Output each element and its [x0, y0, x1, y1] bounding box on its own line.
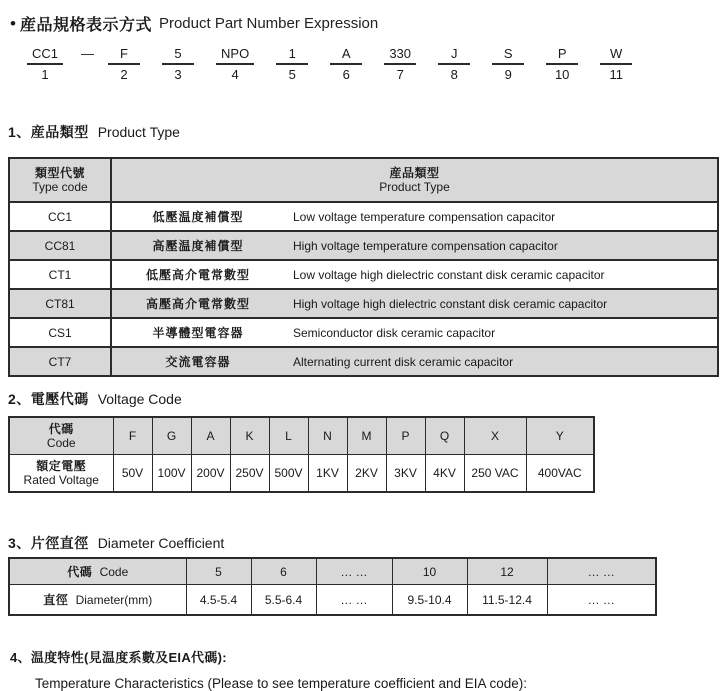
pn-segment-8 — [438, 46, 470, 83]
pn-segment-7 — [384, 46, 416, 83]
description-cell — [111, 289, 718, 318]
pn-code: 1 — [276, 46, 308, 65]
pn-code: 5 — [162, 46, 194, 65]
pn-position: 6 — [342, 67, 350, 82]
pn-position: 8 — [450, 67, 458, 82]
diameter-value-cell: 5.5-6.4 — [251, 585, 316, 616]
voltage-code-cell: Y — [526, 417, 594, 455]
label-zh: 直徑 — [43, 593, 69, 607]
section-4-heading-zh: 4、温度特性(見温度系數及EIA代碼): — [10, 650, 227, 665]
code-label-cell — [9, 417, 113, 455]
voltage-value-cell: 3KV — [386, 455, 425, 493]
diameter-value-cell: … … — [316, 585, 392, 616]
pn-dash: — — [81, 46, 95, 61]
voltage-value-cell: 4KV — [425, 455, 464, 493]
section-2-heading — [8, 389, 727, 409]
label-en: Diameter(mm) — [75, 593, 153, 607]
description-cell — [111, 347, 718, 376]
pn-code: CC1 — [27, 46, 63, 65]
description-zh: 低壓高介電常數型 — [145, 268, 250, 282]
voltage-value-cell: 1KV — [308, 455, 347, 493]
pn-code: J — [438, 46, 470, 65]
pn-position: 1 — [41, 67, 49, 82]
voltage-code-cell: F — [113, 417, 152, 455]
voltage-header-row — [9, 417, 594, 455]
description-cell — [111, 231, 718, 260]
page-title — [10, 12, 727, 35]
voltage-code-cell: X — [464, 417, 526, 455]
diameter-value-cell: … … — [547, 585, 656, 616]
pn-segment-6 — [330, 46, 362, 83]
section-4 — [10, 647, 727, 691]
type-code-cell: CC1 — [9, 202, 111, 231]
type-code-cell: CT81 — [9, 289, 111, 318]
pn-position: 5 — [288, 67, 296, 82]
diameter-code-cell: 12 — [467, 558, 547, 585]
voltage-value-cell: 250V — [230, 455, 269, 493]
diameter-code-cell: 5 — [186, 558, 251, 585]
voltage-value-cell: 250 VAC — [464, 455, 526, 493]
page-title-en: Product Part Number Expression — [158, 15, 379, 32]
voltage-value-cell: 400VAC — [526, 455, 594, 493]
section-4-text-en: Temperature Characteristics (Please to see temperature coefficient and EIA code): — [35, 676, 527, 691]
table-header-row — [9, 158, 718, 202]
section-2-heading-en: Voltage Code — [97, 391, 182, 407]
section-1-heading-en: Product Type — [97, 124, 180, 140]
pn-code: F — [108, 46, 140, 65]
pn-position: 10 — [554, 67, 570, 82]
voltage-code-table — [8, 416, 595, 493]
header-en: Product Type — [379, 180, 450, 194]
diameter-value-cell: 9.5-10.4 — [392, 585, 467, 616]
diameter-value-row — [9, 585, 656, 616]
pn-code: A — [330, 46, 362, 65]
pn-segment-4 — [216, 46, 254, 83]
description-zh: 半導體型電容器 — [152, 326, 244, 340]
pn-segment-5 — [276, 46, 308, 83]
type-code-cell: CT1 — [9, 260, 111, 289]
description-zh: 高壓温度補償型 — [152, 239, 244, 253]
pn-position: 11 — [609, 67, 623, 82]
diameter-code-cell: 6 — [251, 558, 316, 585]
table-row — [9, 289, 718, 318]
voltage-code-cell: M — [347, 417, 386, 455]
description-zh: 交流電容器 — [165, 355, 231, 369]
description-cell — [111, 318, 718, 347]
voltage-code-cell: K — [230, 417, 269, 455]
pn-position: 3 — [174, 67, 182, 82]
pn-code: NPO — [216, 46, 254, 65]
pn-segment-1 — [27, 46, 63, 83]
bullet-icon: • — [10, 14, 16, 33]
pn-code: W — [600, 46, 632, 65]
diameter-code-cell: … … — [316, 558, 392, 585]
header-zh: 産品類型 — [389, 166, 440, 180]
description-en: High voltage temperature compensation capacitor — [293, 238, 558, 253]
voltage-value-cell: 200V — [191, 455, 230, 493]
voltage-code-cell: N — [308, 417, 347, 455]
diameter-code-cell: 10 — [392, 558, 467, 585]
type-code-header-cell — [9, 158, 111, 202]
voltage-value-cell: 2KV — [347, 455, 386, 493]
description-cell — [111, 260, 718, 289]
pn-code: P — [546, 46, 578, 65]
label-en: Code — [46, 436, 76, 450]
label-zh: 代碼 — [48, 422, 74, 436]
pn-segment-11 — [600, 46, 632, 83]
diameter-code-cell: … … — [547, 558, 656, 585]
pn-position: 9 — [504, 67, 512, 82]
voltage-code-cell: L — [269, 417, 308, 455]
pn-segment-3 — [162, 46, 194, 83]
diameter-table — [8, 557, 657, 616]
description-en: Low voltage high dielectric constant disk ceramic capacitor — [293, 267, 605, 282]
voltage-value-row — [9, 455, 594, 493]
table-row — [9, 347, 718, 376]
section-3-heading-en: Diameter Coefficient — [97, 535, 225, 551]
table-row — [9, 231, 718, 260]
diameter-value-cell: 4.5-5.4 — [186, 585, 251, 616]
pn-segment-10 — [546, 46, 578, 83]
table-row — [9, 318, 718, 347]
voltage-code-cell: G — [152, 417, 191, 455]
diameter-header-row — [9, 558, 656, 585]
section-2-heading-zh: 2、電壓代碼 — [8, 391, 89, 407]
voltage-code-cell: A — [191, 417, 230, 455]
pn-position: 2 — [120, 67, 128, 82]
label-en: Rated Voltage — [23, 473, 99, 487]
pn-code: 330 — [384, 46, 416, 65]
product-type-table — [8, 157, 719, 377]
description-zh: 高壓高介電常數型 — [145, 297, 250, 311]
type-code-cell: CT7 — [9, 347, 111, 376]
rated-voltage-label-cell — [9, 455, 113, 493]
label-zh: 額定電壓 — [36, 459, 87, 473]
voltage-code-cell: Q — [425, 417, 464, 455]
voltage-value-cell: 50V — [113, 455, 152, 493]
pn-segment-9 — [492, 46, 524, 83]
label-zh: 代碼 — [67, 565, 93, 579]
pn-segment-2 — [108, 46, 140, 83]
table-row — [9, 260, 718, 289]
description-cell — [111, 202, 718, 231]
description-en: Alternating current disk ceramic capacitor — [293, 354, 514, 369]
voltage-code-cell: P — [386, 417, 425, 455]
diameter-value-cell: 11.5-12.4 — [467, 585, 547, 616]
description-en: Semiconductor disk ceramic capacitor — [293, 325, 496, 340]
product-type-header-cell — [111, 158, 718, 202]
diameter-code-label-cell — [9, 558, 186, 585]
section-3-heading-zh: 3、片徑直徑 — [8, 535, 89, 551]
section-1-heading-zh: 1、産品類型 — [8, 124, 89, 140]
type-code-cell: CC81 — [9, 231, 111, 260]
type-code-cell: CS1 — [9, 318, 111, 347]
header-en: Type code — [32, 180, 88, 194]
description-zh: 低壓温度補償型 — [152, 210, 244, 224]
part-number-expression — [27, 46, 727, 83]
section-3-heading — [8, 533, 727, 553]
page-title-zh: 産品規格表示方式 — [19, 17, 152, 34]
header-zh: 類型代號 — [34, 166, 85, 180]
table-row — [9, 202, 718, 231]
pn-position: 4 — [231, 67, 239, 82]
document-page — [0, 12, 727, 691]
section-1-heading — [8, 122, 727, 142]
pn-position: 7 — [396, 67, 404, 82]
label-en: Code — [99, 565, 129, 579]
description-en: High voltage high dielectric constant disk ceramic capacitor — [293, 296, 608, 311]
voltage-value-cell: 500V — [269, 455, 308, 493]
diameter-label-cell — [9, 585, 186, 616]
description-en: Low voltage temperature compensation capacitor — [293, 209, 556, 224]
voltage-value-cell: 100V — [152, 455, 191, 493]
pn-code: S — [492, 46, 524, 65]
